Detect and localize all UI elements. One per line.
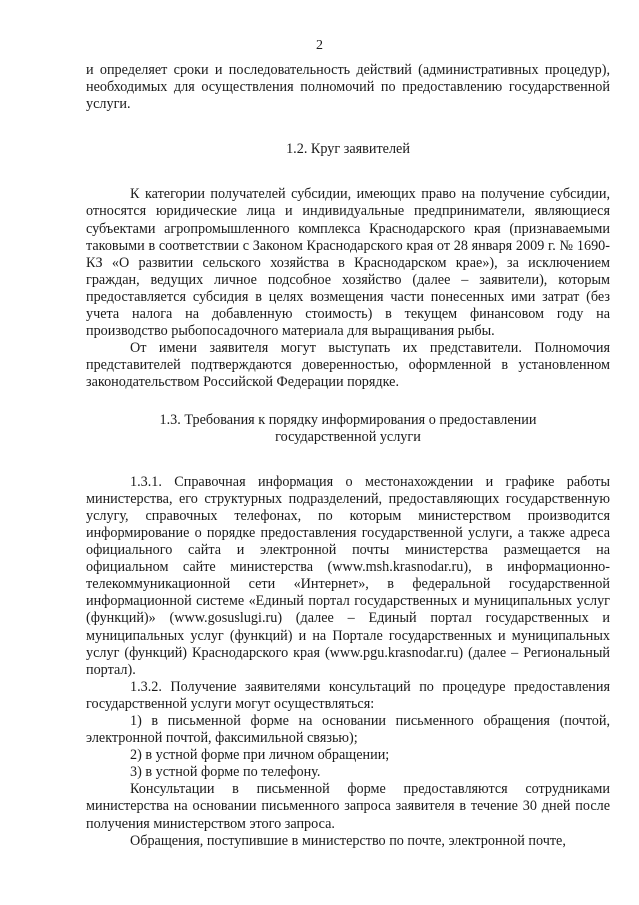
paragraph-1-3-2: 1.3.2. Получение заявителями консультаций по процедуре предоставления государственной услуги могут осуществляться: [86, 678, 610, 712]
section-heading-1-3-line-1: 1.3. Требования к порядку информирования о предоставлении [159, 411, 537, 428]
section-heading-1-3-line-2: государственной услуги [275, 428, 421, 445]
list-item-1: 1) в письменной форме на основании письменного обращения (почтой, электронной почтой, факсимильной связью); [86, 713, 610, 747]
section-1-2-paragraph-1: К категории получателей субсидии, имеющих право на получение субсидии, относятся юридические лица и индивидуальные предприниматели, являющиеся субъектами агропромышленного комплекса Краснодарского края (признаваемыми таковыми в соответствии с Законом Краснодарского края от 28 января 2009 г. № 1690-КЗ «О развитии сельского хозяйства в Краснодарском крае»), за исключением граждан, ведущих личное подсобное хозяйство (далее – заявители), которым предоставляется субсидия в целях возмещения части понесенных ими затрат (без учета налога на добавленную стоимость) в текущем финансовом году на производство рыбопосадочного материала для выращивания рыбы. [86, 186, 610, 340]
page-number: 2 [316, 38, 323, 53]
list-item-2: 2) в устной форме при личном обращении; [130, 747, 390, 764]
section-heading-1-2: 1.2. Круг заявителей [286, 141, 410, 158]
list-item-3: 3) в устной форме по телефону. [130, 764, 321, 781]
last-paragraph: Обращения, поступившие в министерство по почте, электронной почте, [130, 832, 566, 849]
document-body [86, 62, 610, 850]
section-1-2-paragraph-2: От имени заявителя могут выступать их представители. Полномочия представителей подтверждаются доверенностью, оформленной в установленном законодательством Российской Федерации порядке. [86, 340, 610, 391]
intro-paragraph: и определяет сроки и последовательность действий (административных процедур), необходимых для осуществления полномочий по предоставлению государственной услуги. [86, 62, 610, 113]
paragraph-1-3-1: 1.3.1. Справочная информация о местонахождении и графике работы министерства, его структурных подразделений, предоставляющих государственную услугу, справочных телефонах, по которым министерством производится информирование о порядке предоставления государственной услуги, а также адреса официального сайта и электронной почты министерства размещается на официальном сайте министерства (www.msh.krasnodar.ru), в информационно-телекоммуникационной сети «Интернет», в федеральной государственной информационной системе «Единый портал государственных и муниципальных услуг (функций)» (www.gosuslugi.ru) (далее – Единый портал государственных и муниципальных услуг (функций) и на Портале государственных и муниципальных услуг (функций) Краснодарского края (www.pgu.krasnodar.ru) (далее – Региональный портал). [86, 473, 610, 678]
consultation-paragraph: Консультации в письменной форме предоставляются сотрудниками министерства на основании письменного запроса заявителя в течение 30 дней после получения министерством этого запроса. [86, 781, 610, 832]
